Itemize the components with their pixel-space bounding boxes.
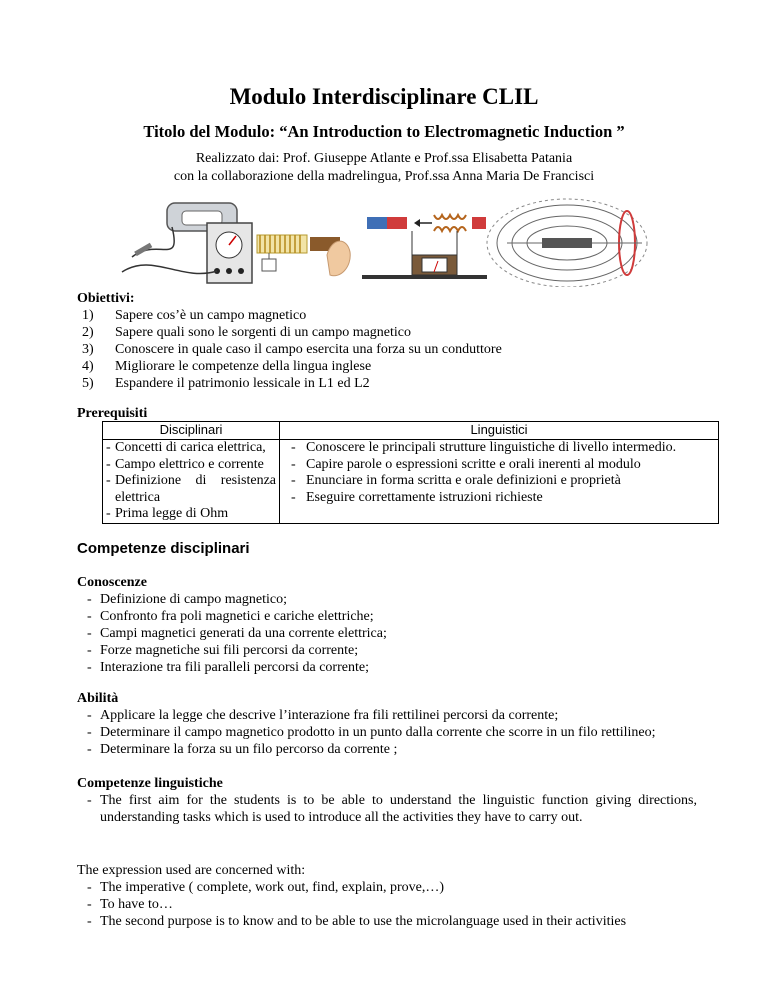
list-item: - Interazione tra fili paralleli percorsi da corrente; (87, 660, 369, 675)
magnetic-field-lines-image (487, 199, 647, 287)
table-header-linguistici: Linguistici (280, 422, 719, 440)
list-item: - Eseguire correttamente istruzioni richieste (291, 489, 543, 505)
authors-line-2: con la collaborazione della madrelingua, Prof.ssa Anna Maria De Francisci (173, 169, 595, 184)
list-item: - Confronto fra poli magnetici e cariche elettriche; (87, 609, 374, 624)
list-item: - Enunciare in forma scritta e orale definizioni e proprietà (291, 473, 621, 488)
electromagnetism-illustrations (112, 197, 649, 287)
list-item: - Applicare la legge che descrive l’interazione fra fili rettilinei percorsi da corrente; (87, 708, 559, 723)
list-item: - Capire parole o espressioni scritte e orali inerenti al modulo (291, 456, 641, 472)
obiettivi-section (77, 290, 697, 392)
list-item: - The first aim for the students is to be able to understand the linguistic function giving directions, understanding tasks which is used to introduce all the activities they have to carry out. (87, 793, 697, 825)
list-item: 2) Sapere quali sono le sorgenti di un campo magnetico (82, 325, 412, 340)
abilita-heading: Abilità (77, 691, 119, 706)
table-header-disciplinari: Disciplinari (103, 422, 280, 440)
abilita-section (77, 690, 697, 758)
galvanometer-apparatus-image (122, 203, 252, 283)
prerequisiti-heading: Prerequisiti (77, 406, 148, 421)
authors-line-1: Realizzato dai: Prof. Giuseppe Atlante e Prof.ssa Elisabetta Patania (195, 151, 573, 166)
list-item: - Prima legge di Ohm (106, 506, 229, 521)
list-item: 4) Migliorare le competenze della lingua inglese (82, 359, 372, 374)
coil-magnet-image (257, 235, 350, 276)
list-item: - Forze magnetiche sui fili percorsi da corrente; (87, 643, 359, 658)
expressions-section (77, 862, 697, 930)
disciplinari-cell (103, 440, 280, 524)
linguistici-cell (280, 440, 719, 524)
list-item: - The second purpose is to know and to be able to use the microlanguage used in their activities (87, 914, 627, 929)
competenze-linguistiche-section (77, 775, 697, 826)
list-item: - Campo elettrico e corrente (106, 456, 264, 472)
list-item: 3) Conoscere in quale caso il campo esercita una forza su un conduttore (82, 342, 502, 357)
list-item: - To have to… (87, 897, 173, 912)
list-item: - Definizione di campo magnetico; (87, 592, 287, 607)
list-item: - Concetti di carica elettrica, (106, 440, 266, 455)
list-item: - Determinare la forza su un filo percorso da corrente ; (87, 742, 398, 757)
list-item: 1) Sapere cos’è un campo magnetico (82, 308, 307, 323)
list-item: 5) Espandere il patrimonio lessicale in L1 ed L2 (82, 376, 370, 391)
list-item: - Campi magnetici generati da una corrente elettrica; (87, 626, 387, 641)
magnet-coil-meter-image (362, 215, 487, 279)
authors (0, 150, 768, 186)
document-title: Modulo Interdisciplinare CLIL (229, 84, 539, 109)
list-item: - Definizione di resistenza elettrica (106, 473, 276, 505)
conoscenze-heading: Conoscenze (77, 575, 147, 590)
competenze-linguistiche-heading: Competenze linguistiche (77, 776, 223, 791)
module-title: Titolo del Modulo: “An Introduction to Electromagnetic Induction ” (143, 122, 625, 141)
list-item: - The imperative ( complete, work out, find, explain, prove,…) (87, 880, 445, 895)
list-item: - Conoscere le principali strutture linguistiche di livello intermedio. (291, 440, 677, 455)
prerequisiti-table (102, 421, 719, 524)
conoscenze-section (77, 574, 697, 676)
list-item: - Determinare il campo magnetico prodotto in un punto dalla corrente che scorre in un filo rettilineo; (87, 725, 656, 740)
competenze-heading: Competenze disciplinari (77, 540, 250, 557)
obiettivi-heading: Obiettivi: (77, 291, 135, 306)
expressions-intro: The expression used are concerned with: (77, 863, 306, 878)
